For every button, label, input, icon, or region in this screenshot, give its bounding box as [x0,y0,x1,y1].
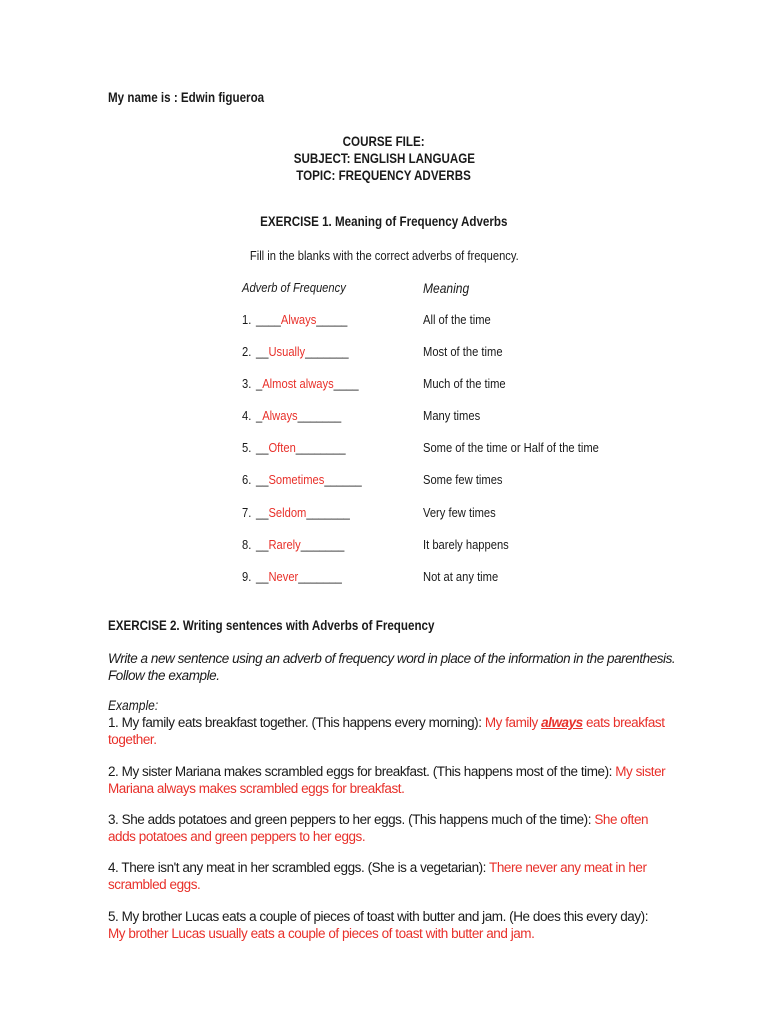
sentence-prompt: 5. My brother Lucas eats a couple of pieces of toast with butter and jam. (He does this every day): [108,909,648,924]
adverb-answer: __Never_______ [256,569,342,584]
adverb-meaning: Many times [423,408,481,423]
sentence-answer-end: eats breakfast together. [108,715,665,747]
row-number: 9. [242,569,252,584]
adverb-row [242,312,642,332]
sentence-prompt: 4. There isn't any meat in her scrambled eggs. (She is a vegetarian): [108,860,490,875]
sentence-prompt: 1. My family eats breakfast together. (This happens every morning): [108,715,485,730]
adverb-meaning: Very few times [423,505,496,520]
adverb-answer: __Often________ [256,440,346,455]
adverb-row [242,505,642,525]
example-label: Example: [108,697,159,713]
sentence-answer: My sister Mariana always makes scrambled eggs for breakfast. [108,764,666,796]
frequency-keyword: always [541,715,583,730]
adverb-row [242,344,642,364]
adverb-word: Always [262,408,298,423]
adverb-meaning: Most of the time [423,344,503,359]
sentence-answer: There never any meat in her scrambled eggs. [108,860,647,892]
adverb-row [242,408,642,428]
adverb-answer: __Rarely_______ [256,537,345,552]
student-name-line: My name is : Edwin figueroa [108,90,265,105]
adverb-meaning: Much of the time [423,376,506,391]
adverb-answer: __Sometimes______ [256,472,362,487]
sentence-answer: She often adds potatoes and green peppers to her eggs. [108,812,649,844]
sentence-item [108,908,668,942]
row-number: 6. [242,472,252,487]
row-number: 4. [242,408,252,423]
sentence-item [108,763,668,797]
adverb-word: Seldom [268,505,307,520]
exercise1-title: EXERCISE 1. Meaning of Frequency Adverbs [260,214,508,229]
adverb-word: Almost always [262,376,334,391]
course-file-line: COURSE FILE: [343,134,425,149]
adverb-row [242,537,642,557]
adverb-word: Rarely [268,537,301,552]
adverb-answer: ____Always_____ [256,312,348,327]
adverb-row [242,376,642,396]
course-header [0,133,768,184]
sentence-answer: My brother Lucas usually eats a couple of pieces of toast with butter and jam. [108,926,535,941]
sentence-answer: My family [484,715,542,730]
topic-line: TOPIC: FREQUENCY ADVERBS [296,168,472,183]
adverb-meaning: All of the time [423,312,491,327]
adverb-meaning: Some few times [423,472,503,487]
adverb-word: Usually [268,344,306,359]
column-header-meaning: Meaning [423,280,470,296]
sentence-prompt: 3. She adds potatoes and green peppers to her eggs. (This happens much of the time): [108,812,595,827]
subject-line: SUBJECT: ENGLISH LANGUAGE [293,151,475,166]
adverb-row [242,440,642,460]
adverb-answer: _Almost always____ [256,376,359,391]
adverb-meaning: Not at any time [423,569,499,584]
adverb-answer: __Usually_______ [256,344,349,359]
adverb-meaning: Some of the time or Half of the time [423,440,599,455]
adverb-word: Sometimes [268,472,325,487]
adverb-answer: __Seldom_______ [256,505,350,520]
adverb-meaning: It barely happens [423,537,509,552]
row-number: 5. [242,440,252,455]
exercise2-instruction: Write a new sentence using an adverb of frequency word in place of the information in the parenthesis. Follow the example. [108,651,676,683]
adverb-word: Often [268,440,296,455]
row-number: 1. [242,312,252,327]
row-number: 2. [242,344,252,359]
column-header-adverb: Adverb of Frequency [242,280,346,295]
row-number: 3. [242,376,252,391]
adverb-row [242,569,642,589]
exercise1-instruction: Fill in the blanks with the correct adverbs of frequency. [249,248,519,263]
sentence-item [108,714,668,748]
sentence-prompt: 2. My sister Mariana makes scrambled eggs for breakfast. (This happens most of the time): [108,764,616,779]
sentence-item [108,859,668,893]
adverb-row [242,472,642,492]
row-number: 8. [242,537,252,552]
adverb-word: Always [280,312,317,327]
sentence-item [108,811,668,845]
adverb-word: Never [268,569,299,584]
exercise2-title: EXERCISE 2. Writing sentences with Adverbs of Frequency [108,618,435,633]
row-number: 7. [242,505,252,520]
adverb-answer: _Always_______ [256,408,342,423]
